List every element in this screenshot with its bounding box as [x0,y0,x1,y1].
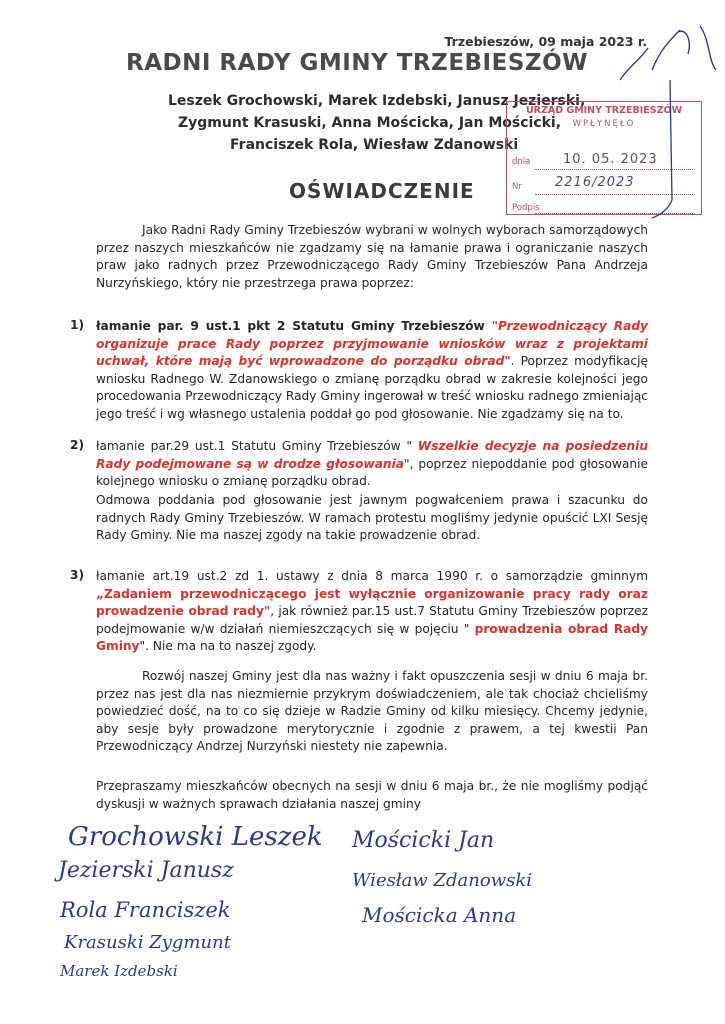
stamp-date-label: dnia [512,157,531,167]
point-1-body: . Poprzez modyfikację wniosku Radnego W. Zdanowskiego o zmianę porządku obrad w zakresie kolejności jego procedowania Przewodniczący Rady Gminy ingerował w treść wniosku radnego zmieniając jego treść i wg własnego ustalenia poddał go pod głosowanie. Nie zgadzamy się na to. [96,354,648,421]
signature-moscicki: Mościcki Jan [352,828,495,853]
names-line-2: Zygmunt Krasuski, Anna Mościcka, Jan Mościcki, [178,115,562,131]
names-line-3: Franciszek Rola, Wiesław Zdanowski [230,137,519,153]
signature-jezierski: Jezierski Janusz [58,858,234,883]
signature-grochowski: Grochowski Leszek [68,822,323,852]
document-title: OŚWIADCZENIE [289,179,475,203]
intro-paragraph: Jako Radni Rady Gminy Trzebieszów wybrani w wolnych wyborach samorządowych przez naszych mieszkańców nie zgadzamy się na łamanie prawa i ograniczanie naszych praw jako radnych przez Przewodniczącego Rady Gminy Trzebieszów Pana Andrzeja Nurzyńskiego, który nie przestrzega prawa poprzez: [96,223,648,290]
signature-krasuski: Krasuski Zygmunt [64,932,231,953]
point-2-number: 2) [70,438,85,452]
point-1-text [96,318,648,423]
names-line-1: Leszek Grochowski, Marek Izdebski, Janusz Jezierski, [168,93,586,109]
apology-paragraph: Przepraszamy mieszkańców obecnych na sesji w dniu 6 maja br., że nie mogliśmy podjąć dyskusji w ważnych sprawach działania naszej gminy [96,779,648,811]
signature-moscicka: Mościcka Anna [362,903,517,927]
handwritten-annotation [560,10,725,220]
signature-zdanowski: Wiesław Zdanowski [352,870,533,891]
closing-paragraph: Rozwój naszej Gminy jest dla nas ważny i fakt opuszczenia sesji w dniu 6 maja br. przez nas jest dla nas niezmiernie przykrym doświadczeniem, ale tak chociaż chcieliśmy powiedzieć dość, na to co się dzieje w Radzie Gminy od kilku miesięcy. Chcemy jedynie, aby sesje były prowadzone merytorycznie i zgodnie z prawem, a tej kwestii Pan Przewodniczący Andrzej Nurzyński niestety nie zapewnia. [96,669,648,753]
point-2-body: ", poprzez niepoddanie pod głosowanie kolejnego wniosku o zmianę porządku obrad. [96,456,648,488]
signature-rola: Rola Franciszek [60,898,231,922]
point-3-text [96,568,648,656]
point-1-lead: łamanie par. 9 ust.1 pkt 2 Statutu Gminy Trzebieszów [96,319,492,333]
stamp-office: URZĄD GMINY TRZEBIESZÓW [525,105,683,116]
stamp-number-label: Nr [512,182,522,192]
council-heading: RADNI RADY GMINY TRZEBIESZÓW [126,50,588,76]
point-3-lead: łamanie art.19 ust.2 zd 1. ustawy z dnia 8 marca 1990 r. o samorządzie gminnym [96,569,648,583]
point-3-quote-2: prowadzenia obrad Rady Gminy [96,621,648,653]
stamp-number-value: 2216/2023 [555,175,635,190]
point-3-number: 3) [70,568,85,582]
signature-izdebski: Marek Izdebski [60,962,178,980]
point-3-quote: „Zadaniem przewodniczącego jest wyłącznie organizowanie pracy rady oraz prowadzenie obrad rady" [96,586,648,618]
point-2-quote: Wszelkie decyzje na posiedzeniu Rady podejmowane są w drodze głosowania [96,439,648,471]
point-3-body: , jak również par.15 ust.7 Statutu Gminy Trzebieszów poprzez podejmowanie w/w działań niemieszczących się w pojęciu " [96,604,648,636]
stamp-signature-label: Podpis [512,203,540,213]
stamp-date-value: 10. 05. 2023 [563,152,658,167]
point-3-end: ". Nie ma na to naszej zgody. [139,639,317,653]
document-date: Trzebieszów, 09 maja 2023 r. [444,34,647,49]
stamp-received: WPŁYNĘŁO [572,119,636,129]
point-1-number: 1) [70,318,85,332]
point-2-text [96,438,648,491]
point-1-quote: "Przewodniczący Rady organizuje prace Rady poprzez przyjmowanie wniosków wraz z projektami uchwał, które mają być wprowadzone do porządku obrad" [96,319,649,368]
point-2-followup: Odmowa poddania pod głosowanie jest jawnym pogwałceniem prawa i szacunku do radnych Rady Gminy Trzebieszów. W ramach protestu mogliśmy jedynie opuścić LXI Sesję Rady Gminy. Nie ma naszej zgody na takie prowadzenie obrad. [96,493,648,542]
point-2-lead: łamanie par.29 ust.1 Statutu Gminy Trzebieszów " [96,439,418,453]
